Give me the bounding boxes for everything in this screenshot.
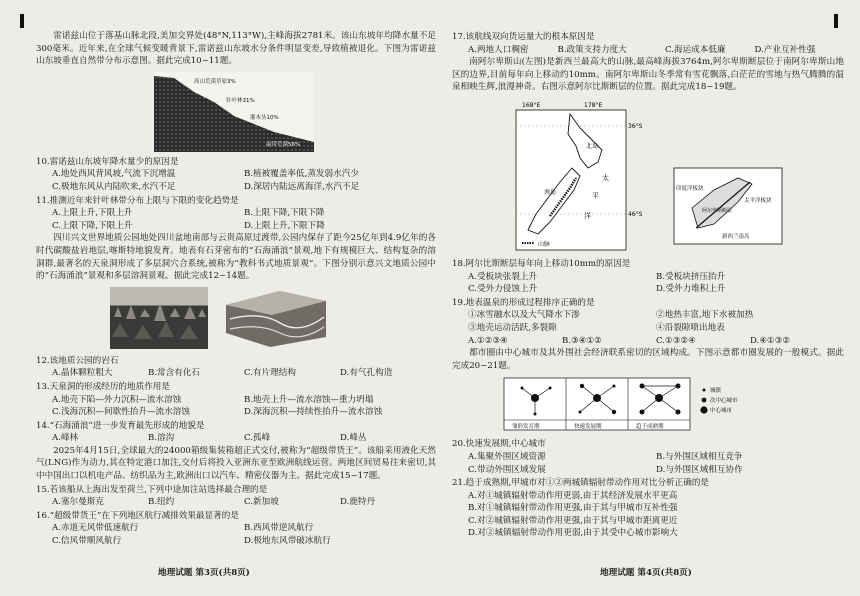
svg-text:北岛: 北岛 xyxy=(586,142,599,150)
option-c[interactable]: C.①③②④ xyxy=(656,335,696,346)
svg-text:36°S: 36°S xyxy=(628,122,643,130)
registration-mark xyxy=(20,14,24,28)
svg-text:平: 平 xyxy=(592,191,599,200)
svg-text:新西兰南岛: 新西兰南岛 xyxy=(722,233,750,240)
metro-stages-figure xyxy=(452,376,844,434)
option-a[interactable]: A.对①城镇辐射带动作用更弱,由于其经济发展水平更高 xyxy=(468,490,678,501)
option-b[interactable]: B.对①城镇辐射带动作用更强,由于其与甲城市互补性强 xyxy=(468,503,678,514)
question-11 xyxy=(36,195,436,233)
question-stem: 11.推测近年来针叶林带分布上限与下限的变化趋势是 xyxy=(36,195,239,206)
option-a[interactable]: A.地处西风背风坡,气流下沉增温 xyxy=(52,169,176,180)
question-17 xyxy=(452,31,844,56)
svg-text:168°E: 168°E xyxy=(522,101,541,109)
mountain-slope-diagram xyxy=(154,72,314,152)
option-d[interactable]: D.深居内陆远离海洋,水汽不足 xyxy=(244,181,360,192)
stage-diagram xyxy=(452,376,844,434)
passage-metro-area: 都市圈由中心城市及其外围社会经济联系密切的区域构成。下图示意都市圈发展的一般模式。据此完成20~21题。 xyxy=(452,348,844,371)
option-a[interactable]: A.赤道无风带低速航行 xyxy=(52,523,139,534)
zone-label: 温带荒漠56% xyxy=(266,141,301,148)
question-stem: 14.“石海涌浪”进一步发育最先形成的地貌是 xyxy=(36,420,205,431)
option-a[interactable]: A.峰林 xyxy=(52,433,79,444)
svg-text:趋于成熟期: 趋于成熟期 xyxy=(636,424,664,431)
nz-map xyxy=(452,98,844,254)
registration-mark xyxy=(834,14,838,28)
svg-text:阿尔卑斯断层: 阿尔卑斯断层 xyxy=(702,207,733,214)
page-4 xyxy=(452,30,844,540)
option-a[interactable]: A.上限上升,下限上升 xyxy=(52,208,133,219)
vertical-zonation-figure xyxy=(154,72,436,152)
option-d[interactable]: D.对②城镇辐射带动作用更弱,由于其受中心城市影响大 xyxy=(468,528,678,539)
question-stem: 18.阿尔比斯断层每年向上移动10mm的原因是 xyxy=(452,258,631,269)
cave-layers-photo xyxy=(220,287,332,349)
option-d[interactable]: D.上限上升,下限下降 xyxy=(244,220,325,231)
svg-text:中心城市: 中心城市 xyxy=(710,408,733,415)
svg-text:南岛: 南岛 xyxy=(544,188,557,196)
option-c[interactable]: C.对②城镇辐射带动作用更强,由于其与甲城市距离更近 xyxy=(468,515,678,526)
question-stem: 20.快速发展期,中心城市 xyxy=(452,439,546,450)
question-14 xyxy=(36,420,436,445)
svg-text:城镇: 城镇 xyxy=(710,388,722,395)
svg-text:印度洋板块: 印度洋板块 xyxy=(676,185,704,192)
question-15 xyxy=(36,484,436,509)
option-c[interactable]: C.孤峰 xyxy=(244,433,271,444)
page-footer-right: 地理试题 第4页(共8页) xyxy=(600,568,692,578)
question-13 xyxy=(36,381,436,419)
option-a[interactable]: A.塞尔曼斯克 xyxy=(52,497,104,508)
page-footer-left: 地理试题 第3页(共8页) xyxy=(158,568,250,578)
process-item: ④沿裂隙喷出地表 xyxy=(656,322,725,333)
option-b[interactable]: B.纽约 xyxy=(148,497,175,508)
passage-reynolds: 雷诺兹山位于落基山脉北段,美加交界处(48°N,113°W),主峰海拔2781米。该山东坡年均降水量不足300毫米。近年来,在全球气候变暖背景下,雷诺兹山东坡水分条件明显变差,导致植被退化。下图为雷诺兹山东坡垂直自然带分布示意图。据此完成10~11题。 xyxy=(36,31,436,67)
svg-text:山脉: 山脉 xyxy=(538,240,551,248)
option-c[interactable]: C.浅海沉积—间歇性抬升—流水溶蚀 xyxy=(52,407,190,418)
option-a[interactable]: A.①②③④ xyxy=(468,335,508,346)
passage-container-ship: 2025年4月15日,全球最大的24000箱级集装箱超正式交付,被称为“超级带货王”。该船采用液化天然气(LNG)作为动力,其在特定港口加注,交付后将投入亚洲东亚至欧洲航线运营。两地区间贸易往来密切,其中中国出口以机电产品、纺织品为主,欧洲出口以汽车、精密仪器为主。据此完成15~17题。 xyxy=(36,445,436,482)
question-19 xyxy=(452,297,844,347)
process-item: ①冰雪融水以及大气降水下渗 xyxy=(468,310,580,321)
option-b[interactable]: B.受板块挤压抬升 xyxy=(656,271,726,282)
question-stem: 16.“超级带货王”在下列地区航行减排效果最显著的是 xyxy=(36,510,239,521)
option-d[interactable]: D.鹿特丹 xyxy=(340,497,376,508)
page-3 xyxy=(36,30,436,548)
question-stem: 15.若该船从上海出发至荷兰,下列中途加注站选择最合理的是 xyxy=(36,484,268,495)
option-d[interactable]: D.产业互补性强 xyxy=(754,44,816,55)
svg-text:太: 太 xyxy=(602,173,609,182)
option-c[interactable]: C.上限下降,下限上升 xyxy=(52,220,133,231)
svg-text:雏形发育期: 雏形发育期 xyxy=(512,424,540,431)
option-a[interactable]: A.晶体颗粒粗大 xyxy=(52,368,113,379)
option-b[interactable]: B.与外围区域相互竞争 xyxy=(656,451,743,462)
process-item: ②地热丰富,地下水被加热 xyxy=(656,310,754,321)
option-d[interactable]: D.④①③② xyxy=(750,335,791,346)
option-b[interactable]: B.溶沟 xyxy=(148,433,175,444)
svg-text:快速发展期: 快速发展期 xyxy=(574,424,602,431)
option-c[interactable]: C.有片理结构 xyxy=(244,368,296,379)
question-21 xyxy=(452,477,844,540)
option-b[interactable]: B.西风带逆风航行 xyxy=(244,523,314,534)
zone-label: 针叶林31% xyxy=(226,97,255,104)
option-a[interactable]: A.集聚外围区域资源 xyxy=(468,451,546,462)
question-16 xyxy=(36,510,436,548)
svg-text:次中心城市: 次中心城市 xyxy=(710,398,738,405)
option-d[interactable]: D.极地东风带破冰航行 xyxy=(244,536,331,547)
question-18 xyxy=(452,258,844,296)
option-c[interactable]: C.信风带顺风航行 xyxy=(52,536,122,547)
question-stem: 12.该地质公园的岩石 xyxy=(36,355,119,366)
passage-new-zealand: 南阿尔卑斯山(左图)是新西兰最高大的山脉,最高峰海拔3764m,阿尔卑斯断层位于南阿尔卑斯山地区的边界,目前每年向上移动约10mm。南阿尔卑斯山冬季常有雪花飘落,白茫茫的雪地与热气腾腾的温泉相映生辉,浪漫神奇。右图示意阿尔比斯断层的位置。据此完成18~19题。 xyxy=(452,57,844,93)
option-a[interactable]: A.两地人口稠密 xyxy=(468,44,529,55)
option-d[interactable]: D.受外力堆积上升 xyxy=(656,284,726,295)
option-b[interactable]: B.政策支持力度大 xyxy=(557,44,627,55)
svg-text:178°E: 178°E xyxy=(584,101,603,109)
question-10 xyxy=(36,156,436,194)
svg-text:洋: 洋 xyxy=(584,211,591,220)
svg-text:太平洋板块: 太平洋板块 xyxy=(744,197,772,204)
option-a[interactable]: A.地壳下陷—外力沉积—流水溶蚀 xyxy=(52,394,182,405)
question-stem: 19.地表温泉的形成过程排序正确的是 xyxy=(452,297,595,308)
question-stem: 17.该航线双向货运量大的根本原因是 xyxy=(452,32,595,42)
zone-label: 灌木丛10% xyxy=(250,114,279,121)
passage-xingwen: 四川兴文世界地质公园地处四川盆地南部与云贵高原过渡带,公园内保存了距今25亿年到4.9亿年的各时代碳酸盐岩地层,喀斯特地貌发育。地表有石芽密布的“石海涌浪”景观,地下有规模巨大、结构复杂的溶洞群,最著名的天泉洞形成了多层洞穴合系统,被称为“教科书式地质景观”。下图分别示意兴文地质公园中的“石海涌浪”景观和多层溶洞景观。据此完成12~14题。 xyxy=(36,233,436,282)
question-12 xyxy=(36,355,436,380)
option-c[interactable]: C.极地东风从内陆吹来,水汽不足 xyxy=(52,181,176,192)
new-zealand-maps xyxy=(452,98,844,254)
stone-sea-photo xyxy=(110,287,208,349)
zone-label: 高山荒漠草原3% xyxy=(194,78,236,85)
question-stem: 10.雷诺兹山东坡年降水量少的原因是 xyxy=(36,156,179,167)
option-b[interactable]: B.③④①② xyxy=(562,335,602,346)
option-b[interactable]: B.植被覆盖率低,蒸发弱水汽少 xyxy=(244,169,359,180)
svg-text:46°S: 46°S xyxy=(628,210,643,218)
option-d[interactable]: D.有气孔构造 xyxy=(340,368,393,379)
option-c[interactable]: C.受外力侵蚀上升 xyxy=(468,284,538,295)
option-a[interactable]: A.受板块张裂上升 xyxy=(468,271,538,282)
question-20 xyxy=(452,438,844,476)
option-d[interactable]: D.与外围区域相互协作 xyxy=(656,464,743,475)
option-d[interactable]: D.深海沉积—持续性抬升—流水溶蚀 xyxy=(244,407,383,418)
option-c[interactable]: C.带动外围区域发展 xyxy=(468,464,546,475)
question-stem: 13.天泉洞的形成经历的地质作用是 xyxy=(36,381,170,392)
option-d[interactable]: D.峰丛 xyxy=(340,433,367,444)
option-b[interactable]: B.上限下降,下限下降 xyxy=(244,208,325,219)
option-c[interactable]: C.新加坡 xyxy=(244,497,279,508)
process-item: ③地壳运动活跃,多裂隙 xyxy=(468,322,557,333)
option-c[interactable]: C.海运成本低廉 xyxy=(664,44,726,55)
question-stem: 21.趋于成熟期,甲城市对①②两城镇辐射带动作用对比分析正确的是 xyxy=(452,478,710,489)
option-b[interactable]: B.常含有化石 xyxy=(148,368,201,379)
karst-photos xyxy=(36,287,436,351)
option-b[interactable]: B.地壳上升—流水溶蚀—重力坍塌 xyxy=(244,394,374,405)
